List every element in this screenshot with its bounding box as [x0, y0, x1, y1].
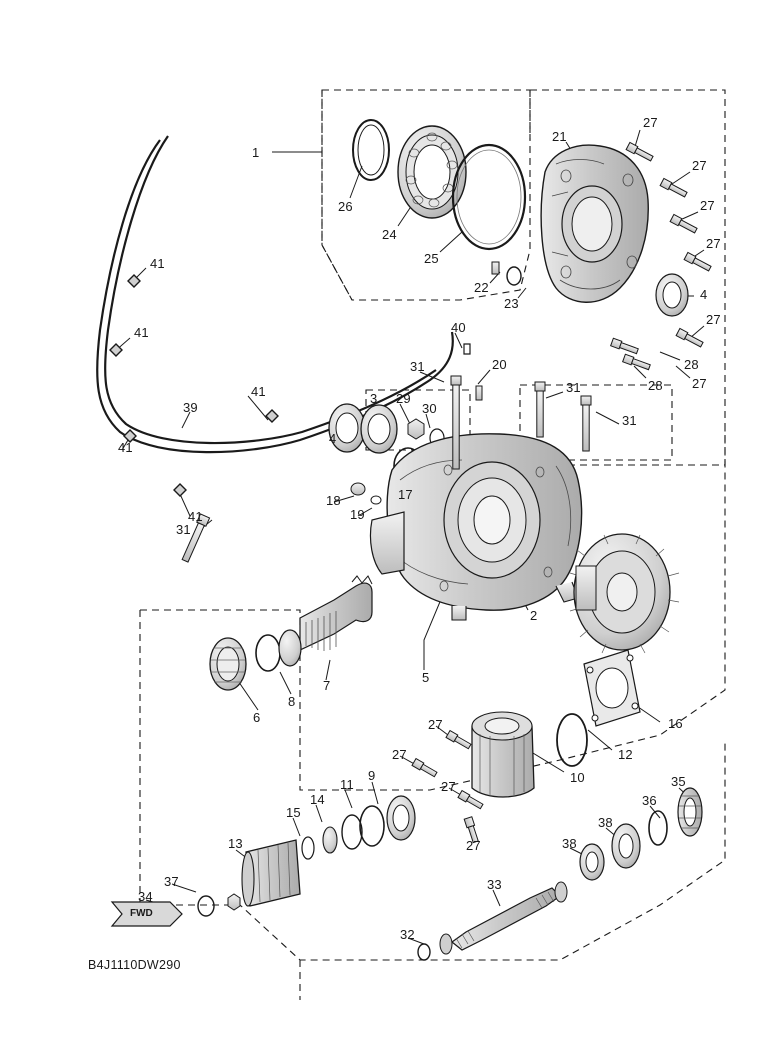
callout-7: 7 — [323, 678, 331, 693]
callout-19: 19 — [350, 507, 365, 522]
callout-38-b: 38 — [598, 815, 613, 830]
callout-16: 16 — [668, 716, 683, 731]
callout-11: 11 — [340, 777, 354, 792]
callout-31-b: 31 — [410, 359, 425, 374]
callout-13: 13 — [228, 836, 243, 851]
callout-15: 15 — [286, 805, 301, 820]
callout-17: 17 — [398, 487, 413, 502]
callout-23: 23 — [504, 296, 519, 311]
callout-8: 8 — [288, 694, 296, 709]
callout-28-a: 28 — [684, 357, 699, 372]
callout-27-f: 27 — [692, 376, 707, 391]
callout-41-a: 41 — [150, 256, 165, 271]
callout-9: 9 — [368, 768, 376, 783]
callout-36: 36 — [642, 793, 657, 808]
callout-39: 39 — [183, 400, 198, 415]
callout-34: 34 — [138, 889, 153, 904]
callout-6: 6 — [253, 710, 261, 725]
callout-26: 26 — [338, 199, 353, 214]
callout-41-b: 41 — [134, 325, 149, 340]
callout-27-a: 27 — [643, 115, 658, 130]
callout-14: 14 — [310, 792, 325, 807]
callout-27-e: 27 — [706, 312, 721, 327]
callout-24: 24 — [382, 227, 397, 242]
callout-37: 37 — [164, 874, 179, 889]
callout-27-b: 27 — [692, 158, 707, 173]
callout-28-b: 28 — [648, 378, 663, 393]
callout-27-g: 27 — [428, 717, 443, 732]
fwd-direction-label: FWD — [130, 908, 153, 919]
callout-10: 10 — [570, 770, 585, 785]
callout-30: 30 — [422, 401, 437, 416]
callout-41-d: 41 — [118, 440, 133, 455]
callout-40: 40 — [451, 320, 466, 335]
callout-38-a: 38 — [562, 836, 577, 851]
callout-32: 32 — [400, 927, 415, 942]
callout-12: 12 — [618, 747, 633, 762]
callout-31-d: 31 — [622, 413, 637, 428]
callout-27-i: 27 — [441, 779, 456, 794]
callout-4-b: 4 — [329, 431, 337, 446]
callout-31-c: 31 — [566, 380, 581, 395]
callout-18: 18 — [326, 493, 341, 508]
callout-21: 21 — [552, 129, 567, 144]
callout-22: 22 — [474, 280, 489, 295]
callout-27-h: 27 — [392, 747, 407, 762]
callout-5: 5 — [422, 670, 430, 685]
callout-41-c: 41 — [251, 384, 266, 399]
callout-2: 2 — [530, 608, 538, 623]
callout-31-a: 31 — [176, 522, 191, 537]
callout-41-e: 41 — [188, 509, 203, 524]
callout-33: 33 — [487, 877, 502, 892]
callout-4-a: 4 — [700, 287, 708, 302]
callout-35: 35 — [671, 774, 686, 789]
part-number-code: B4J1110DW290 — [88, 958, 181, 972]
callout-27-j: 27 — [466, 838, 481, 853]
callout-29: 29 — [396, 391, 411, 406]
callout-20: 20 — [492, 357, 507, 372]
callout-27-c: 27 — [700, 198, 715, 213]
callout-1: 1 — [252, 145, 260, 160]
callout-25: 25 — [424, 251, 439, 266]
callout-27-d: 27 — [706, 236, 721, 251]
callout-3: 3 — [370, 391, 378, 406]
